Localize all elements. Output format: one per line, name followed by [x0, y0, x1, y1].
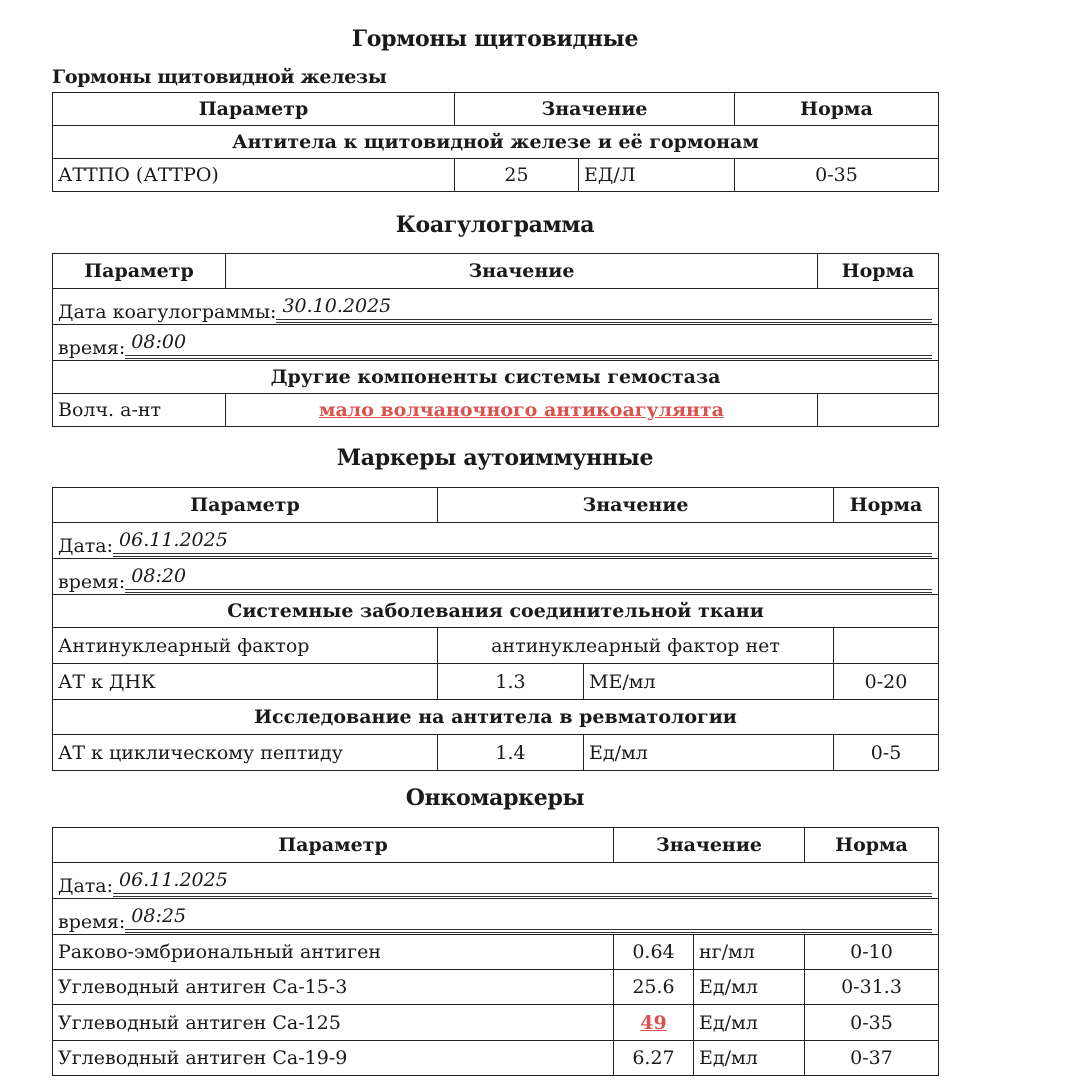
time-label: время:	[58, 337, 126, 359]
time-cell	[53, 559, 939, 595]
unit-cell: Ед/мл	[694, 970, 805, 1005]
table-header-row	[53, 828, 939, 863]
group-row	[53, 595, 939, 628]
coagulogram-table	[52, 253, 939, 427]
table-row	[53, 628, 939, 664]
section-title-oncomarkers: Онкомаркеры	[405, 785, 585, 811]
time-value: 08:25	[125, 907, 932, 934]
group-label: Исследование на антитела в ревматологии	[53, 700, 939, 735]
value-cell	[614, 1005, 694, 1041]
header-param: Параметр	[53, 93, 455, 126]
date-value: 06.11.2025	[113, 531, 932, 558]
value-cell: 1.4	[438, 735, 584, 771]
norm-cell: 0-35	[805, 1005, 939, 1041]
header-param: Параметр	[53, 828, 614, 863]
table-header-row	[53, 254, 939, 289]
date-cell	[53, 523, 939, 559]
table-row	[53, 664, 939, 700]
value-cell: 25.6	[614, 970, 694, 1005]
table-row	[53, 159, 939, 192]
norm-cell: 0-20	[834, 664, 939, 700]
date-cell	[53, 289, 939, 325]
norm-cell: 0-5	[834, 735, 939, 771]
header-value: Значение	[226, 254, 818, 289]
autoimmune-table	[52, 487, 939, 771]
param-cell: Антинуклеарный фактор	[53, 628, 438, 664]
time-label: время:	[58, 571, 126, 593]
param-cell: Волч. а-нт	[53, 394, 226, 427]
value-cell: 25	[455, 159, 579, 192]
date-label: Дата коагулограммы:	[58, 301, 277, 323]
param-cell: Углеводный антиген Са-19-9	[53, 1041, 614, 1076]
time-row	[53, 325, 939, 361]
group-row	[53, 126, 939, 159]
header-norm: Норма	[735, 93, 939, 126]
norm-cell	[818, 394, 939, 427]
header-value: Значение	[614, 828, 805, 863]
date-row	[53, 289, 939, 325]
norm-cell: 0-37	[805, 1041, 939, 1076]
date-row	[53, 523, 939, 559]
value-cell: 0.64	[614, 935, 694, 970]
thyroid-table	[52, 92, 939, 192]
time-value: 08:00	[125, 333, 932, 360]
norm-cell: 0-10	[805, 935, 939, 970]
time-label: время:	[58, 911, 126, 933]
time-cell	[53, 325, 939, 361]
header-param: Параметр	[53, 254, 226, 289]
header-norm: Норма	[834, 488, 939, 523]
param-cell: Углеводный антиген Са-15-3	[53, 970, 614, 1005]
table-row	[53, 735, 939, 771]
header-norm: Норма	[818, 254, 939, 289]
unit-cell: ЕД/Л	[579, 159, 735, 192]
time-row	[53, 899, 939, 935]
value-cell	[226, 394, 818, 427]
value-cell: 6.27	[614, 1041, 694, 1076]
abnormal-value: мало волчаночного антикоагулянта	[318, 399, 724, 421]
unit-cell: Ед/мл	[694, 1005, 805, 1041]
group-label: Другие компоненты системы гемостаза	[53, 361, 939, 394]
param-cell: Раково-эмбриональный антиген	[53, 935, 614, 970]
param-cell: АТТПО (АТТРО)	[53, 159, 455, 192]
norm-cell: 0-31.3	[805, 970, 939, 1005]
table-row	[53, 1005, 939, 1041]
param-cell: Углеводный антиген Са-125	[53, 1005, 614, 1041]
group-row	[53, 361, 939, 394]
subsection-title-thyroid-gland: Гормоны щитовидной железы	[52, 66, 387, 88]
param-cell: АТ к циклическому пептиду	[53, 735, 438, 771]
table-row	[53, 394, 939, 427]
date-label: Дата:	[58, 875, 114, 897]
norm-cell	[834, 628, 939, 664]
value-cell: антинуклеарный фактор нет	[438, 628, 834, 664]
section-title-coagulogram: Коагулограмма	[395, 212, 595, 238]
time-value: 08:20	[125, 567, 932, 594]
time-row	[53, 559, 939, 595]
table-row	[53, 970, 939, 1005]
unit-cell: Ед/мл	[694, 1041, 805, 1076]
oncomarkers-table	[52, 827, 939, 1076]
section-title-autoimmune: Маркеры аутоиммунные	[336, 445, 654, 471]
value-cell: 1.3	[438, 664, 584, 700]
date-value: 30.10.2025	[276, 297, 932, 324]
group-row	[53, 700, 939, 735]
date-label: Дата:	[58, 535, 114, 557]
unit-cell: Ед/мл	[584, 735, 834, 771]
date-row	[53, 863, 939, 899]
time-cell	[53, 899, 939, 935]
norm-cell: 0-35	[735, 159, 939, 192]
date-cell	[53, 863, 939, 899]
table-row	[53, 935, 939, 970]
header-value: Значение	[455, 93, 735, 126]
section-title-thyroid: Гормоны щитовидные	[351, 26, 639, 52]
abnormal-value: 49	[640, 1011, 667, 1034]
param-cell: АТ к ДНК	[53, 664, 438, 700]
header-value: Значение	[438, 488, 834, 523]
header-param: Параметр	[53, 488, 438, 523]
date-value: 06.11.2025	[113, 871, 932, 898]
header-norm: Норма	[805, 828, 939, 863]
group-label: Системные заболевания соединительной ткани	[53, 595, 939, 628]
group-label: Антитела к щитовидной железе и её гормонам	[53, 126, 939, 159]
table-row	[53, 1041, 939, 1076]
table-header-row	[53, 488, 939, 523]
unit-cell: МЕ/мл	[584, 664, 834, 700]
table-header-row	[53, 93, 939, 126]
unit-cell: нг/мл	[694, 935, 805, 970]
